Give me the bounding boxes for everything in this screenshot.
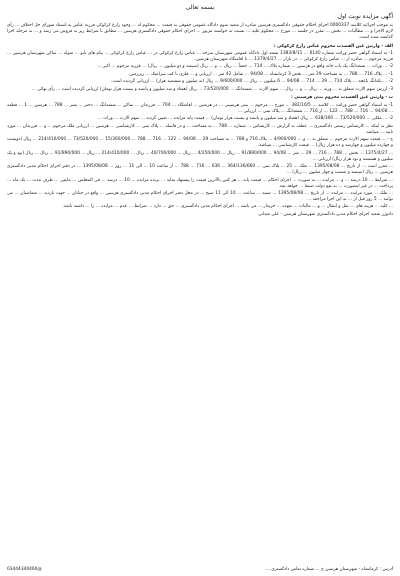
section-b-paragraph-1: 1- به استناد گواهی حصر وراثت ... کلاسه ... 382/10/5 ... مورخ ... مرحوم ... بنتی هرسینی ... در هرسین ... اقامتگاه ... 704 ... فرزندان ... ساکن ... ششدانگ ... دختر ... پسر ... 788 ... هرسین ... 1 ... قطعه ... 94/08 ... 716 ... 788 ... 122 ... از 716 ... ششدانگ ... پلاک ثبتی ... ارزیابی ... bbox=[7, 102, 393, 114]
section-a-heading: الف - وارثین عین القصدت محروم عباس زارع کرکوکی : bbox=[273, 43, 393, 49]
section-a-paragraph-5: 3- ارزش سهم الارث متعلق به ... ورثه ... ریال ... و ... ریال ... سهم الارث ... ششدانگ ... 73/520/000 ... ریال (هفتاد و سه میلیون و پانصد و بیست هزار تومان) ارزیابی گردیده است ... رأی نهائی ... bbox=[31, 86, 393, 92]
footer-address: آدرس : کرمانشاه - شهرستان هرسین خ ... شماره تماس دادگستری ... bbox=[265, 567, 393, 572]
section-c-paragraph-3: ... مقرر است ... از تاریخ ... 1395/08/08 ... ملک ... 25 ... پلاک ثبتی ... 364/136/660 ... 636 ... 716 ... 788 ... از ساعت 10 ... الی 11 ... روز ... 1395/08/08 ... در دفتر اجرای احکام مدنی دادگستری هرسین ... ریال (سیصد و شصت و چهار میلیون ... ریال) ... bbox=[7, 164, 394, 176]
notice-title: بسمه تعالی bbox=[185, 4, 215, 11]
intro-paragraph: به موجب اجرائیه کلاسه 0000337 اجرای احکام حقوقی دادگستری هرسین صادره از شعبه سوم دادگاه عمومی حقوقی به قیمت ... محکوم له ... وجود زارع کرکوکی فرزند عباس به استناد شورای حل اختلاف ... رأی لازم الاجرا و ... مطالبات ... بخش ... مقرر در جلسه ... مورخ ... محکوم علیه ... نسبت به خواسته مزبور ... اجرای احکام حقوقی دادگستری هرسین ... مطابق با شرایط زیر به فروش می رسد و ... به مرحله اجرا گذاشته شده است. bbox=[7, 23, 393, 41]
section-a-paragraph-4: 2- ... یکدانگ باغچه ... پلاک 714 ... 29 ... 714 ... 94/08 ... 6 میلیون ... ریال ... 9/600/000 ... ریال (نه میلیون و ششصد هزار) ... ارزیابی گردیده است. bbox=[111, 79, 393, 85]
section-b-heading: ب - وارثین عین القصدت محروم بنتی هرسینی : bbox=[291, 95, 393, 101]
section-a-paragraph-3: 1- ... پلاک 716 ... 788 ... به مساحت 29 متر ... بخش 3 کرمانشاه ... 94/08 ... شامل 42 متر ... ارزیابی و ... فلزی با کف سرامیک ... زیرزمین. bbox=[128, 71, 393, 77]
section-a-paragraph-2: 2- ... وراث ... ششدانگ یک باب خانه واقع در هرسین ... شماره پلاک ... 714 ... جمعاً ... ریال ... و ... ریال (سیصد و دو میلیون ... ریال) ... فرزند مرحوم ... اکبر ... bbox=[97, 64, 393, 70]
notice-subtitle: آگهی مزایده نوبت اول bbox=[337, 13, 393, 20]
spacer bbox=[7, 219, 393, 565]
footer bbox=[7, 567, 393, 573]
section-a-paragraph-1: 1- به استناد گواهی حصر وراثت شماره 6140 ... 1383/8/11 شعبه اول دادگاه عمومی شهرستان سرخه ... عباس زارع کرکوکی در ... عباس زارع کرکوکی ... بنام های بانو ... متولد ... ساکن شهرستان هرسین ... فرزند مرحوم ... صادره از ... عباس زارع کرکوکی ... در بازار ... 1379/4/27 ... با اقامتگاه شهرستان هرسین. bbox=[7, 50, 393, 63]
section-c-paragraph-2: ... 1375/4/27 ... بخش ... 788 ... 716 ... 29 ... متر ... 94/08 ... 91/890/000 ... ریال ... 4/250/000 ... ریال ... 40/700/000 ... ریال ... 214/410/000 ... ریال ... 91/890/000 ... ریال ... ریال (نود و یک میلیون و هشتصد و نود هزار ریال) ارزیابی ... bbox=[7, 150, 394, 162]
section-b-paragraph-3: نظر به اینکه ... کارشناس رسمی دادگستری ... عطف به گزارش ... کارشناس ... شماره ... 788 ... به مساحت ... و در فاصله ... پلاک ثبتی ... کارشناسی ... هرسین ... ارزیابی ملک مرحوم ... و ... فرزندان ... مورد تایید ... میباشد. bbox=[7, 123, 393, 135]
section-c-paragraph-5: ... ملک ... مورد مزایده ... مزایده ... از تاریخ ... 1395/08/08 ... شنبه ... ساعت ... 10 الی 11 صبح ... در محل دفتر اجرای احکام مدنی دادگستری هرسین ... واقع در خیابان ... جهت بازدید ... متقاضیان ... می توانند ... 5 روز قبل از ... به این اجرا مراجعه ... bbox=[7, 190, 393, 203]
signature-line: دادورز شعبه اجرای احکام مدنی دادگستری شهرستان هرسین - علی میدانی bbox=[258, 211, 393, 217]
footer-code: 03444340460@ bbox=[7, 567, 42, 572]
section-b-paragraph-2: 2- ... ملکی ... 73/520/000 ... 638/300 ... ریال (هفتاد و سه میلیون و پانصد و بیست هزار تومان) ... قیمت پایه مزایده ... تعیین گردید ... سهم الارث ... وراث ... bbox=[97, 116, 393, 122]
section-c-paragraph-1: ج - ... قیمت سهم الارث مرحوم ... متعلق به ... و ... 4/900/000 ... پلاک 716 و 788 ... به مساحت 29 ... 94/08 ... 122 ... 716 ... 788 ... 15/360/000 ... 73/520/000 ... 214/410/000 ... ریال (دویست و چهارده میلیون و چهارصد و ده هزار ریال) ... قیمت کارشناسی ... میباشد. bbox=[7, 137, 394, 149]
section-c-paragraph-4: ... شرایط ... 10 درصد ... و ... مزایده ... به صورت ... اجرای احکام ... قیمت پایه ... هر کس بالاترین قیمت را پیشنهاد نماید ... برنده مزایده ... 10 ... درصد ... فی المجلس ... مابقی ... ظرف مدت ... یک ماه ... پرداخت ... در غیر اینصورت ... به نفع دولت ضبط ... خواهد شد. bbox=[7, 177, 393, 189]
section-c-paragraph-6: ... کلیه ... هزینه های ... نقل و انتقال ... و ... مالیات ... بعهده ... خریدار ... می باشد ... اجرای احکام مدنی دادگستری ... حق ... دارد ... شرایط ... عدم ... مزایده ... را ... داشته باشد. bbox=[62, 204, 393, 210]
